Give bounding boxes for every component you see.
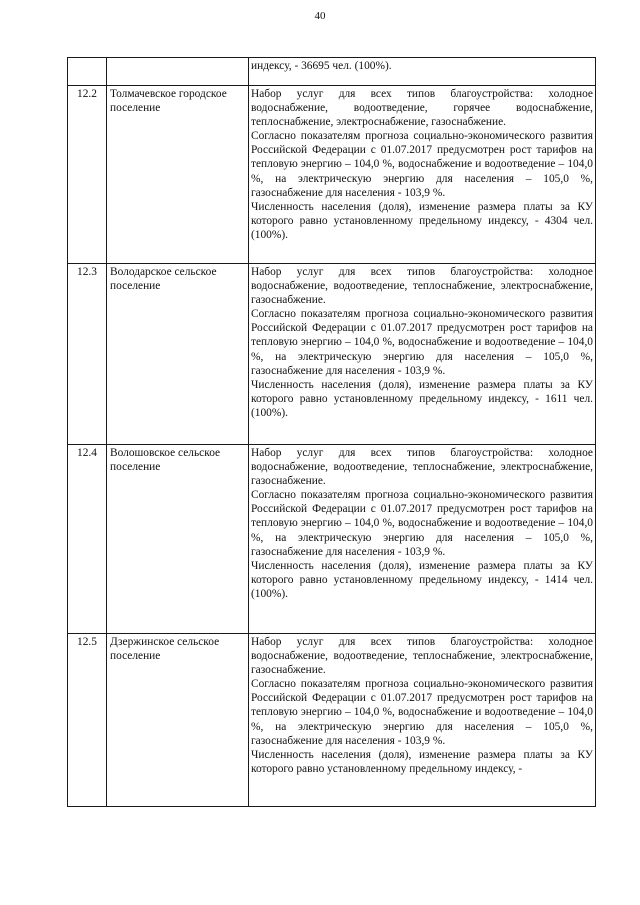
population-text: Численность населения (доля), изменение размера платы за КУ которого равно установленному предельному индексу, - 1414 чел. (100%). (251, 559, 593, 600)
forecast-text: Согласно показателям прогноза социально-экономического развития Российской Федерации с 01.07.2017 предусмотрен рост тарифов на тепловую энергию – 104,0 %, водоснабжение и водоотведение – 104,0 %, на электрическую энергию для населения – 105,0 %, газоснабжение для населения - 103,9 %. (251, 678, 593, 747)
row-description (249, 634, 596, 807)
settlement-name: Толмачевское городское поселение (107, 86, 249, 264)
forecast-text: Согласно показателям прогноза социально-экономического развития Российской Федерации с 01.07.2017 предусмотрен рост тарифов на тепловую энергию – 104,0 %, водоснабжение и водоотведение – 104,0 %, на электрическую энергию для населения – 105,0 %, газоснабжение для населения - 103,9 %. (251, 489, 593, 558)
settlement-name: Володарское сельское поселение (107, 264, 249, 445)
row-description (249, 86, 596, 264)
settlement-name: Дзержинское сельское поселение (107, 634, 249, 807)
page-number: 40 (314, 10, 326, 22)
table-row (68, 445, 596, 634)
row-number: 12.5 (68, 634, 107, 807)
forecast-text: Согласно показателям прогноза социально-экономического развития Российской Федерации с 01.07.2017 предусмотрен рост тарифов на тепловую энергию – 104,0 %, водоснабжение и водоотведение – 104,0 %, на электрическую энергию для населения – 105,0 %, газоснабжение для населения - 103,9 %. (251, 308, 593, 377)
population-text: Численность населения (доля), изменение размера платы за КУ которого равно установленному предельному индексу, - 1611 чел. (100%). (251, 378, 593, 419)
population-text: Численность населения (доля), изменение размера платы за КУ которого равно установленному предельному индексу, - (251, 748, 593, 775)
row-number: 12.3 (68, 264, 107, 445)
table-row (68, 634, 596, 807)
table-row (68, 86, 596, 264)
services-text: Набор услуг для всех типов благоустройства: холодное водоснабжение, водоотведение, горячее водоснабжение, теплоснабжение, электроснабжение, газоснабжение. (251, 88, 593, 129)
table-row (68, 264, 596, 445)
row-description (249, 264, 596, 445)
forecast-text: Согласно показателям прогноза социально-экономического развития Российской Федерации с 01.07.2017 предусмотрен рост тарифов на тепловую энергию – 104,0 %, водоснабжение и водоотведение – 104,0 %, на электрическую энергию для населения – 105,0 %, газоснабжение для населения - 103,9 %. (251, 130, 593, 199)
row-number: 12.2 (68, 86, 107, 264)
settlement-name (107, 58, 249, 86)
row-number (68, 58, 107, 86)
services-text: Набор услуг для всех типов благоустройства: холодное водоснабжение, водоотведение, теплоснабжение, электроснабжение, газоснабжение. (251, 266, 593, 307)
row-description (249, 58, 596, 86)
row-description (249, 445, 596, 634)
settlements-table (67, 57, 596, 807)
settlement-name: Волошовское сельское поселение (107, 445, 249, 634)
population-text: индексу, - 36695 чел. (100%). (251, 60, 392, 72)
population-text: Численность населения (доля), изменение размера платы за КУ которого равно установленному предельному индексу, - 4304 чел. (100%). (251, 200, 593, 241)
table-row (68, 58, 596, 86)
row-number: 12.4 (68, 445, 107, 634)
services-text: Набор услуг для всех типов благоустройства: холодное водоснабжение, водоотведение, теплоснабжение, электроснабжение, газоснабжение. (251, 447, 593, 488)
services-text: Набор услуг для всех типов благоустройства: холодное водоснабжение, водоотведение, теплоснабжение, электроснабжение, газоснабжение. (251, 636, 593, 677)
